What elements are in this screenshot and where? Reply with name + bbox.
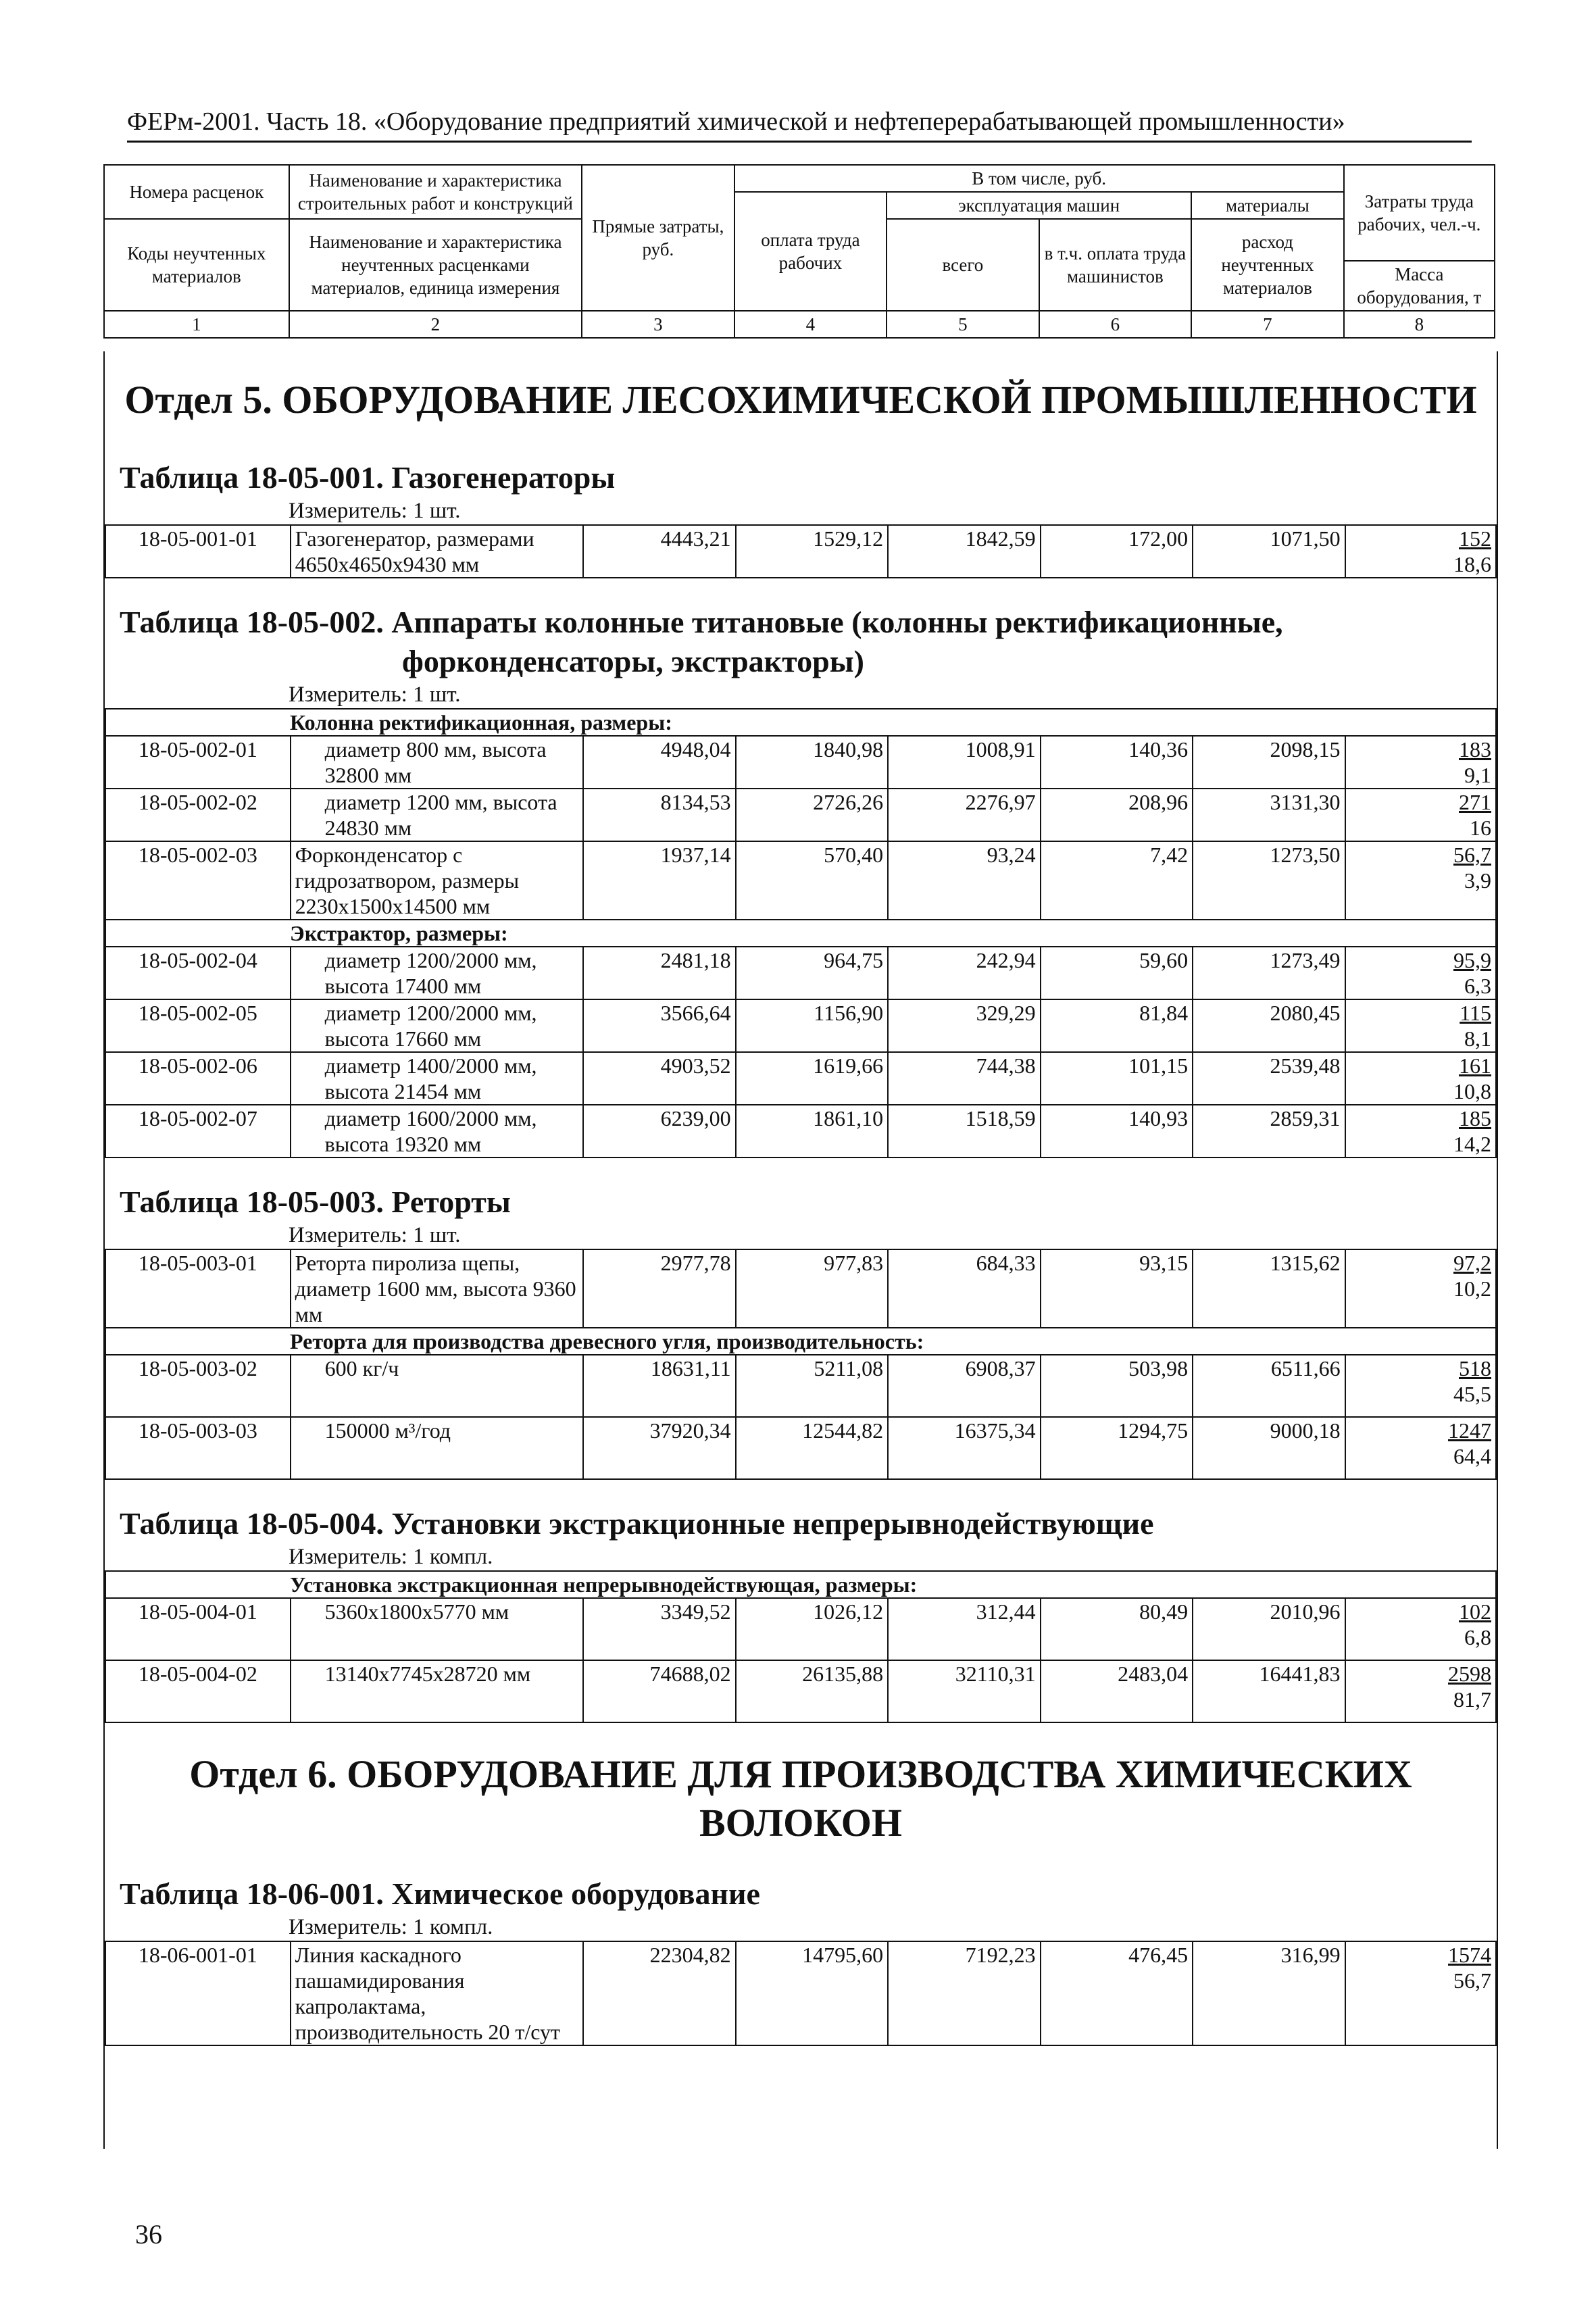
col7-header: расход неучтенных материалов <box>1191 219 1344 311</box>
labor-mass-cell <box>1345 1660 1496 1722</box>
value-c7: 2010,96 <box>1193 1598 1345 1660</box>
group-label: Установка экстракционная непрерывнодействующая, размеры: <box>105 1571 1496 1598</box>
group-label: Экстрактор, размеры: <box>105 920 1496 947</box>
rate-code: 18-06-001-01 <box>105 1941 291 2045</box>
table-meter: Измеритель: 1 шт. <box>289 1223 461 1247</box>
rate-code: 18-05-003-03 <box>105 1417 291 1479</box>
value-c7: 1273,50 <box>1193 841 1345 920</box>
equipment-mass: 10,2 <box>1453 1276 1491 1301</box>
col5-header: всего <box>887 219 1039 311</box>
incl-header: В том числе, руб. <box>734 165 1344 192</box>
table-18-05-003 <box>105 1249 1497 1480</box>
value-c5: 32110,31 <box>888 1660 1040 1722</box>
rate-code: 18-05-001-01 <box>105 525 291 578</box>
col3-header: Прямые затраты, руб. <box>582 165 734 311</box>
table-row <box>105 1249 1496 1328</box>
col2-header-bottom: Наименование и характеристика неучтенных расценками материалов, единица измерения <box>289 219 582 311</box>
equipment-mass: 6,3 <box>1464 974 1491 998</box>
value-c3: 3566,64 <box>583 999 735 1052</box>
value-c7: 9000,18 <box>1193 1417 1345 1479</box>
equipment-mass: 9,1 <box>1464 763 1491 787</box>
value-c3: 4903,52 <box>583 1052 735 1105</box>
labor-mass-cell <box>1345 1355 1496 1417</box>
value-c6: 140,93 <box>1041 1105 1193 1158</box>
value-c4: 5211,08 <box>736 1355 889 1417</box>
labor-cost: 56,7 <box>1453 843 1491 867</box>
labor-mass-cell <box>1345 1105 1496 1158</box>
value-c6: 172,00 <box>1041 525 1193 578</box>
value-c4: 14795,60 <box>736 1941 889 2045</box>
labor-mass-cell <box>1345 1249 1496 1328</box>
value-c6: 2483,04 <box>1041 1660 1193 1722</box>
value-c6: 81,84 <box>1041 999 1193 1052</box>
value-c4: 1026,12 <box>736 1598 888 1660</box>
value-c4: 26135,88 <box>736 1660 888 1722</box>
equipment-mass: 56,7 <box>1453 1968 1491 1993</box>
labor-cost: 2598 <box>1448 1662 1491 1686</box>
work-name: Газогенератор, размерами 4650х4650х9430 мм <box>291 525 583 578</box>
value-c4: 1840,98 <box>736 736 888 789</box>
page-number: 36 <box>135 2219 162 2249</box>
table-row <box>105 736 1496 789</box>
materials-header: материалы <box>1191 192 1344 219</box>
value-c3: 1937,14 <box>583 841 735 920</box>
table-title: Таблица 18-05-003. Реторты <box>120 1185 511 1219</box>
value-c3: 18631,11 <box>583 1355 736 1417</box>
table-title-line: форконденсаторы, экстракторы) <box>402 644 864 678</box>
col8-header-bottom: Масса оборудования, т <box>1344 261 1495 311</box>
value-c7: 1315,62 <box>1193 1249 1345 1328</box>
table-title <box>120 603 1497 681</box>
equipment-mass: 14,2 <box>1453 1132 1491 1156</box>
value-c4: 1156,90 <box>736 999 888 1052</box>
group-row <box>105 709 1496 736</box>
work-name: диаметр 1200/2000 мм, высота 17660 мм <box>291 999 583 1052</box>
value-c7: 1071,50 <box>1193 525 1345 578</box>
value-c3: 4948,04 <box>583 736 735 789</box>
machines-header: эксплуатация машин <box>887 192 1191 219</box>
labor-mass-cell <box>1345 1052 1496 1105</box>
col-number: 5 <box>887 311 1039 338</box>
table-meter: Измеритель: 1 шт. <box>289 499 461 523</box>
work-name: диаметр 1200 мм, высота 24830 мм <box>291 789 583 841</box>
col-number: 3 <box>582 311 734 338</box>
value-c5: 312,44 <box>888 1598 1040 1660</box>
column-header-table <box>103 164 1495 339</box>
table-title: Таблица 18-05-001. Газогенераторы <box>120 460 616 495</box>
value-c7: 316,99 <box>1193 1941 1345 2045</box>
rate-code: 18-05-003-02 <box>105 1355 291 1417</box>
labor-mass-cell <box>1345 1941 1496 2045</box>
work-name: 13140х7745х28720 мм <box>291 1660 583 1722</box>
value-c7: 6511,66 <box>1193 1355 1345 1417</box>
equipment-mass: 3,9 <box>1464 868 1491 893</box>
table-18-06-001 <box>105 1941 1497 2046</box>
labor-cost: 102 <box>1459 1599 1491 1624</box>
table-row <box>105 1417 1496 1479</box>
work-name: Форконденсатор с гидрозатвором, размеры 2230х1500х14500 мм <box>291 841 583 920</box>
table-row <box>105 999 1496 1052</box>
rate-code: 18-05-002-05 <box>105 999 291 1052</box>
value-c5: 6908,37 <box>888 1355 1041 1417</box>
rate-code: 18-05-002-03 <box>105 841 291 920</box>
value-c6: 7,42 <box>1041 841 1193 920</box>
table-18-05-002 <box>105 708 1497 1158</box>
col-number: 1 <box>104 311 289 338</box>
value-c3: 4443,21 <box>583 525 736 578</box>
work-name: 600 кг/ч <box>291 1355 583 1417</box>
value-c5: 7192,23 <box>888 1941 1041 2045</box>
value-c4: 1619,66 <box>736 1052 888 1105</box>
table-row <box>105 841 1496 920</box>
content-area <box>103 351 1498 2149</box>
value-c6: 93,15 <box>1041 1249 1193 1328</box>
group-row <box>105 920 1496 947</box>
col-number: 8 <box>1344 311 1495 338</box>
equipment-mass: 6,8 <box>1464 1625 1491 1649</box>
rate-code: 18-05-002-01 <box>105 736 291 789</box>
table-meter: Измеритель: 1 компл. <box>289 1545 493 1569</box>
value-c5: 93,24 <box>888 841 1040 920</box>
work-name: 150000 м³/год <box>291 1417 583 1479</box>
table-row <box>105 947 1496 999</box>
labor-cost: 518 <box>1459 1356 1491 1380</box>
labor-cost: 97,2 <box>1453 1251 1491 1275</box>
table-title: Таблица 18-06-001. Химическое оборудование <box>120 1876 760 1911</box>
value-c7: 2859,31 <box>1193 1105 1345 1158</box>
labor-mass-cell <box>1345 841 1496 920</box>
labor-cost: 1247 <box>1448 1418 1491 1443</box>
value-c5: 684,33 <box>888 1249 1041 1328</box>
value-c5: 1518,59 <box>888 1105 1040 1158</box>
value-c7: 2098,15 <box>1193 736 1345 789</box>
value-c5: 16375,34 <box>888 1417 1041 1479</box>
labor-cost: 271 <box>1459 790 1491 814</box>
value-c7: 16441,83 <box>1193 1660 1345 1722</box>
rate-code: 18-05-002-06 <box>105 1052 291 1105</box>
value-c4: 964,75 <box>736 947 888 999</box>
section-title-line: Отдел 6. ОБОРУДОВАНИЕ ДЛЯ ПРОИЗВОДСТВА ХИМИЧЕСКИХ <box>189 1752 1412 1796</box>
rate-code: 18-05-002-04 <box>105 947 291 999</box>
value-c5: 242,94 <box>888 947 1040 999</box>
labor-cost: 152 <box>1459 526 1491 551</box>
equipment-mass: 16 <box>1470 816 1491 840</box>
value-c3: 74688,02 <box>583 1660 735 1722</box>
equipment-mass: 45,5 <box>1453 1382 1491 1406</box>
labor-mass-cell <box>1345 736 1496 789</box>
value-c3: 2481,18 <box>583 947 735 999</box>
value-c3: 6239,00 <box>583 1105 735 1158</box>
labor-cost: 161 <box>1459 1053 1491 1078</box>
section-title <box>105 1750 1497 1847</box>
table-18-05-004 <box>105 1570 1497 1723</box>
table-row <box>105 1052 1496 1105</box>
value-c4: 1861,10 <box>736 1105 888 1158</box>
labor-cost: 185 <box>1459 1106 1491 1130</box>
value-c4: 977,83 <box>736 1249 889 1328</box>
value-c3: 8134,53 <box>583 789 735 841</box>
equipment-mass: 10,8 <box>1453 1079 1491 1103</box>
col-number: 2 <box>289 311 582 338</box>
rate-code: 18-05-003-01 <box>105 1249 291 1328</box>
value-c4: 12544,82 <box>736 1417 889 1479</box>
labor-cost: 115 <box>1460 1001 1491 1025</box>
value-c7: 3131,30 <box>1193 789 1345 841</box>
work-name: диаметр 800 мм, высота 32800 мм <box>291 736 583 789</box>
labor-mass-cell <box>1345 789 1496 841</box>
labor-mass-cell <box>1345 947 1496 999</box>
value-c7: 2080,45 <box>1193 999 1345 1052</box>
rate-code: 18-05-004-01 <box>105 1598 291 1660</box>
value-c7: 2539,48 <box>1193 1052 1345 1105</box>
labor-mass-cell <box>1345 525 1496 578</box>
labor-cost: 183 <box>1459 737 1491 762</box>
table-meter: Измеритель: 1 шт. <box>289 682 461 707</box>
value-c5: 1842,59 <box>888 525 1041 578</box>
work-name: 5360х1800х5770 мм <box>291 1598 583 1660</box>
equipment-mass: 18,6 <box>1453 552 1491 576</box>
value-c5: 2276,97 <box>888 789 1040 841</box>
table-row <box>105 1941 1496 2045</box>
value-c4: 1529,12 <box>736 525 889 578</box>
table-row <box>105 789 1496 841</box>
table-title-line: Таблица 18-05-002. Аппараты колонные титановые (колонны ректификационные, <box>120 605 1283 639</box>
value-c3: 37920,34 <box>583 1417 736 1479</box>
group-label: Реторта для производства древесного угля, производительность: <box>105 1328 1496 1355</box>
value-c6: 503,98 <box>1041 1355 1193 1417</box>
table-row <box>105 1355 1496 1417</box>
value-c5: 1008,91 <box>888 736 1040 789</box>
group-row <box>105 1328 1496 1355</box>
value-c6: 140,36 <box>1041 736 1193 789</box>
page-header: ФЕРм-2001. Часть 18. «Оборудование предприятий химической и нефтеперерабатывающей промышленности» <box>127 105 1472 143</box>
col2-header-top: Наименование и характеристика строительных работ и конструкций <box>289 165 582 219</box>
value-c4: 2726,26 <box>736 789 888 841</box>
table-row <box>105 1105 1496 1158</box>
rate-code: 18-05-002-07 <box>105 1105 291 1158</box>
group-label: Колонна ректификационная, размеры: <box>105 709 1496 736</box>
work-name: диаметр 1600/2000 мм, высота 19320 мм <box>291 1105 583 1158</box>
rate-code: 18-05-002-02 <box>105 789 291 841</box>
col1-header-bottom: Коды неучтенных материалов <box>104 219 289 311</box>
equipment-mass: 8,1 <box>1464 1026 1491 1051</box>
table-row <box>105 1598 1496 1660</box>
table-row <box>105 1660 1496 1722</box>
section-title-line: ВОЛОКОН <box>699 1801 903 1845</box>
col8-header-top: Затраты труда рабочих, чел.-ч. <box>1344 165 1495 261</box>
table-title: Таблица 18-05-004. Установки экстракционные непрерывнодействующие <box>120 1506 1154 1541</box>
value-c4: 570,40 <box>736 841 888 920</box>
equipment-mass: 81,7 <box>1453 1687 1491 1712</box>
col-number: 7 <box>1191 311 1344 338</box>
labor-cost: 95,9 <box>1453 948 1491 972</box>
work-name: Реторта пиролиза щепы, диаметр 1600 мм, высота 9360 мм <box>291 1249 583 1328</box>
value-c3: 2977,78 <box>583 1249 736 1328</box>
table-row <box>105 525 1496 578</box>
table-18-05-001 <box>105 524 1497 578</box>
value-c6: 476,45 <box>1041 1941 1193 2045</box>
col6-header: в т.ч. оплата труда машинистов <box>1039 219 1192 311</box>
value-c6: 80,49 <box>1041 1598 1193 1660</box>
value-c6: 59,60 <box>1041 947 1193 999</box>
col4-header: оплата труда рабочих <box>734 192 887 311</box>
col1-header-top: Номера расценок <box>104 165 289 219</box>
section-title: Отдел 5. ОБОРУДОВАНИЕ ЛЕСОХИМИЧЕСКОЙ ПРОМЫШЛЕННОСТИ <box>124 378 1477 422</box>
work-name: диаметр 1400/2000 мм, высота 21454 мм <box>291 1052 583 1105</box>
col-number: 4 <box>734 311 887 338</box>
labor-mass-cell <box>1345 1417 1496 1479</box>
rate-code: 18-05-004-02 <box>105 1660 291 1722</box>
value-c7: 1273,49 <box>1193 947 1345 999</box>
labor-mass-cell <box>1345 999 1496 1052</box>
value-c3: 3349,52 <box>583 1598 735 1660</box>
labor-mass-cell <box>1345 1598 1496 1660</box>
labor-cost: 1574 <box>1448 1943 1491 1967</box>
group-row <box>105 1571 1496 1598</box>
equipment-mass: 64,4 <box>1453 1444 1491 1468</box>
value-c6: 1294,75 <box>1041 1417 1193 1479</box>
value-c6: 101,15 <box>1041 1052 1193 1105</box>
value-c3: 22304,82 <box>583 1941 736 2045</box>
work-name: диаметр 1200/2000 мм, высота 17400 мм <box>291 947 583 999</box>
table-meter: Измеритель: 1 компл. <box>289 1915 493 1939</box>
col-number: 6 <box>1039 311 1192 338</box>
value-c5: 744,38 <box>888 1052 1040 1105</box>
work-name: Линия каскадного пашамидирования капролактама, производительность 20 т/сут <box>291 1941 583 2045</box>
value-c5: 329,29 <box>888 999 1040 1052</box>
value-c6: 208,96 <box>1041 789 1193 841</box>
